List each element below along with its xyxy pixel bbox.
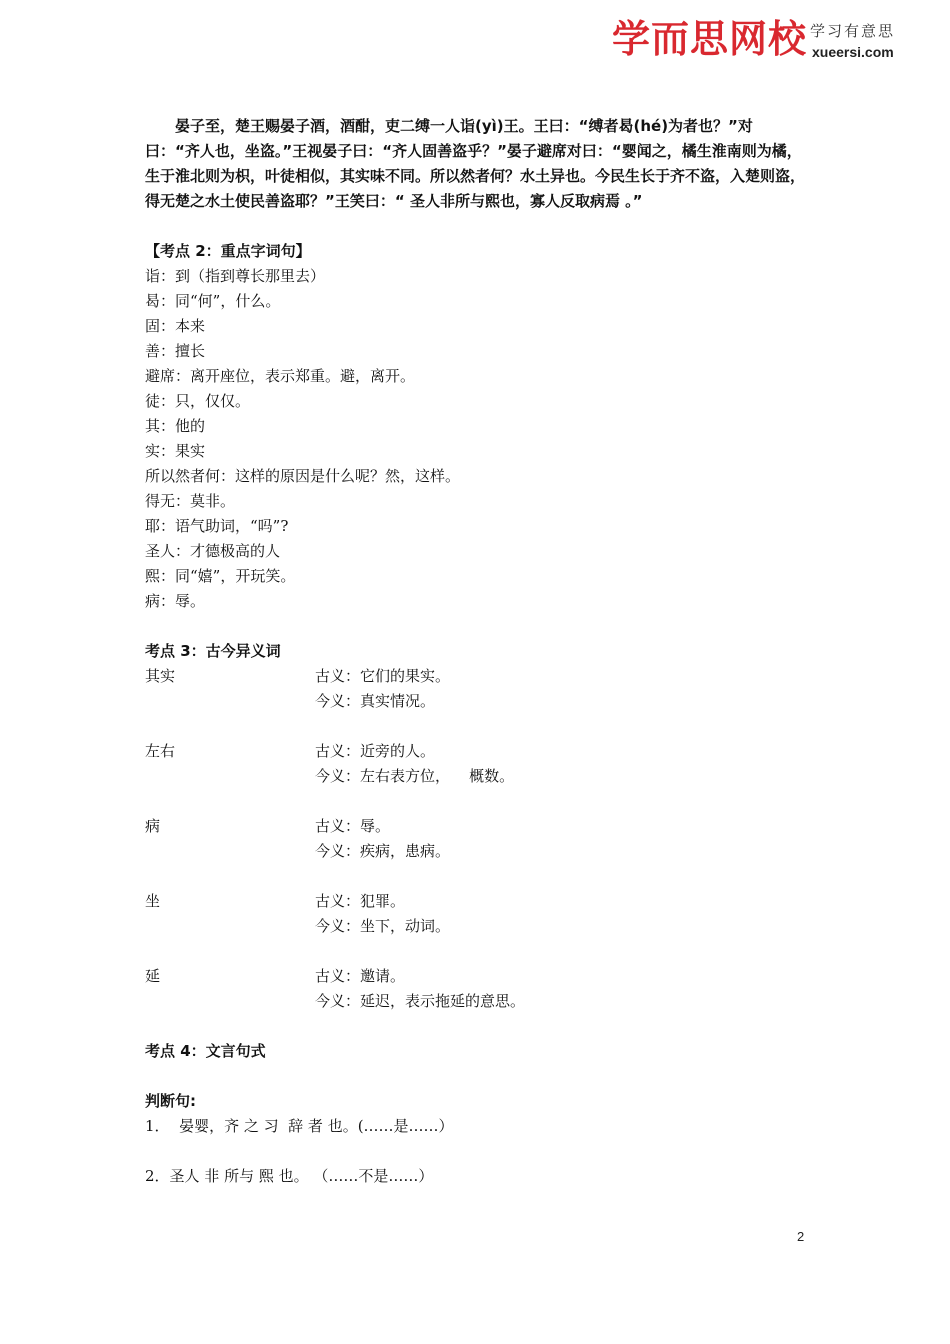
ancient-meaning: 古义：犯罪。 (315, 892, 406, 910)
entry-word: 其实 (145, 667, 176, 685)
example-sentence: 2．圣人 非 所与 熙 也。 （……不是……） (145, 1167, 434, 1185)
modern-meaning: 今义：真实情况。 (315, 692, 436, 710)
vocab-item: 所以然者何：这样的原因是什么呢？然，这样。 (145, 467, 461, 485)
modern-meaning: 今义：疾病，患病。 (315, 842, 451, 860)
vocab-item: 曷：同“何”，什么。 (145, 292, 281, 310)
entry-word: 延 (145, 967, 161, 985)
logo-slogan: 学习有意思 (810, 22, 896, 40)
section2-heading: 【考点 2：重点字词句】 (145, 242, 311, 260)
vocab-item: 诣：到（指到尊长那里去） (145, 267, 326, 285)
modern-meaning: 今义：左右表方位， 概数。 (315, 767, 515, 785)
entry-word: 病 (145, 817, 161, 835)
ancient-meaning: 古义：它们的果实。 (315, 667, 451, 685)
vocab-item: 徒：只，仅仅。 (145, 392, 251, 410)
logo-main-text: 学而思网校 (612, 17, 808, 61)
vocab-item: 得无：莫非。 (145, 492, 236, 510)
ancient-modern-entry (145, 814, 807, 864)
logo-url: xueersi.com (812, 44, 894, 60)
section3-heading: 考点 3：古今异义词 (145, 642, 281, 660)
passage-text: 晏子至，楚王赐晏子酒，酒酣，吏二缚一人诣(yì)王。王曰：“缚者曷(hé)为者也？”对曰：“齐人也，坐盗。”王视晏子曰：“齐人固善盗乎？”晏子避席对曰：“婴闻之，橘生淮南则为橘，生于淮北则为枳，叶徒相似，其实味不同。所以然者何？水土异也。今民生长于齐不盗，入楚则盗，得无楚之水土使民善盗耶？”王笑曰：“ 圣人非所与熙也，寡人反取病焉 。” (145, 117, 806, 210)
ancient-modern-entry (145, 739, 807, 789)
vocab-item: 避席：离开座位，表示郑重。避，离开。 (145, 367, 416, 385)
vocab-item: 固：本来 (145, 317, 206, 335)
example-sentence: 1． 晏婴，齐 之 习 辞 者 也。(……是……） (145, 1117, 454, 1135)
modern-meaning: 今义：坐下，动词。 (315, 917, 451, 935)
section4-subheading: 判断句: (145, 1092, 196, 1110)
modern-meaning: 今义：延迟，表示拖延的意思。 (315, 992, 526, 1010)
vocab-item: 病：辱。 (145, 592, 206, 610)
ancient-meaning: 古义：辱。 (315, 817, 391, 835)
entry-word: 坐 (145, 892, 161, 910)
section4-heading: 考点 4：文言句式 (145, 1042, 266, 1060)
entry-word: 左右 (145, 742, 176, 760)
vocab-item: 其：他的 (145, 417, 206, 435)
ancient-meaning: 古义：近旁的人。 (315, 742, 436, 760)
vocab-item: 熙：同“嬉”，开玩笑。 (145, 567, 296, 585)
vocab-item: 耶：语气助词，“吗”? (145, 517, 289, 535)
vocab-item: 善：擅长 (145, 342, 206, 360)
logo (612, 14, 932, 70)
vocab-item: 实：果实 (145, 442, 206, 460)
document-body (145, 114, 807, 1189)
page-number: 2 (797, 1229, 805, 1244)
ancient-modern-entry (145, 889, 807, 939)
ancient-modern-entry (145, 964, 807, 1014)
ancient-modern-entry (145, 664, 807, 714)
vocab-item: 圣人：才德极高的人 (145, 542, 281, 560)
ancient-meaning: 古义：邀请。 (315, 967, 406, 985)
